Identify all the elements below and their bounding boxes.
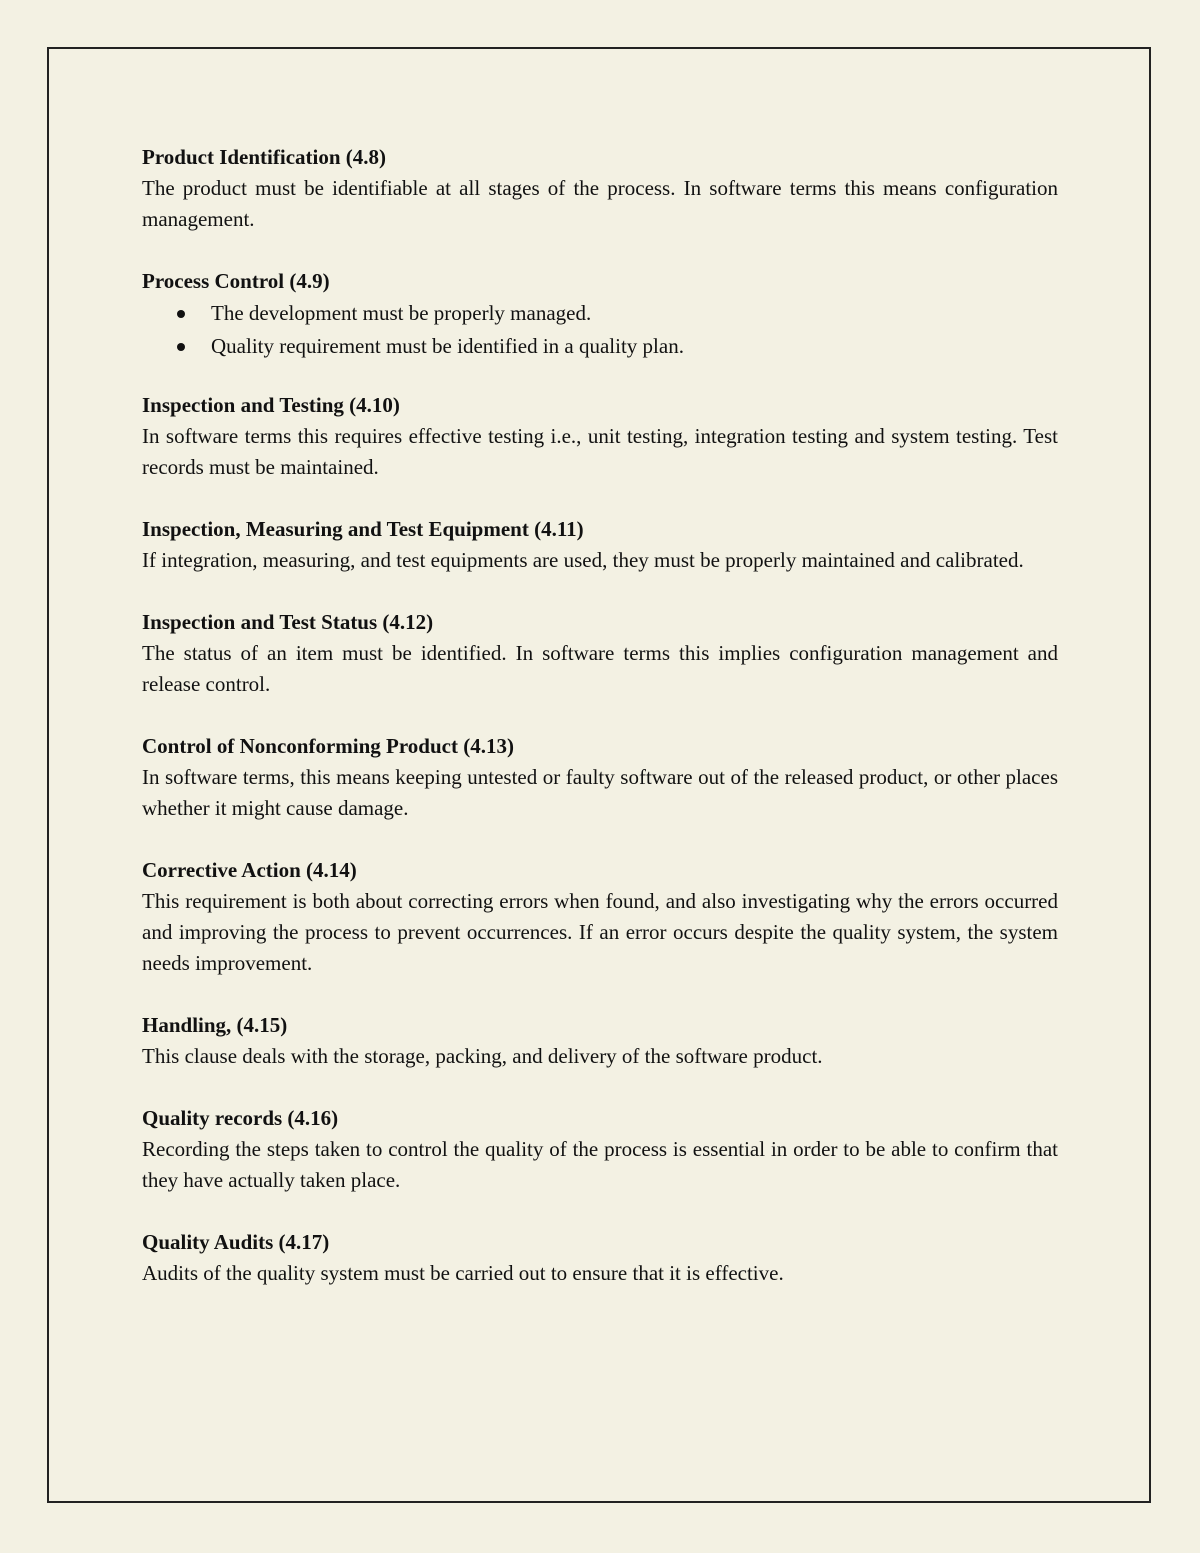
section-inspection-testing — [142, 390, 1058, 483]
section-corrective-action — [142, 855, 1058, 979]
section-quality-audits — [142, 1227, 1058, 1289]
section-nonconforming-product — [142, 731, 1058, 824]
section-product-identification — [142, 142, 1058, 235]
section-paragraph: If integration, measuring, and test equipments are used, they must be properly maintained and calibrated. — [142, 548, 1024, 572]
section-test-status — [142, 607, 1058, 700]
list-item — [142, 297, 1058, 330]
section-heading: Process Control (4.9) — [142, 269, 330, 293]
section-process-control — [142, 266, 1058, 363]
section-heading: Handling, (4.15) — [142, 1013, 288, 1037]
section-handling — [142, 1010, 1058, 1072]
section-paragraph: In software terms this requires effective testing i.e., unit testing, integration testing and system testing. Test records must be maintained. — [142, 424, 1058, 479]
section-heading: Control of Nonconforming Product (4.13) — [142, 734, 514, 758]
list-item-text: Quality requirement must be identified in a quality plan. — [211, 334, 684, 358]
section-paragraph: The status of an item must be identified. In software terms this implies configuration management and release control. — [142, 641, 1058, 696]
section-heading: Quality Audits (4.17) — [142, 1230, 330, 1254]
bullet-icon — [177, 343, 185, 351]
section-heading: Inspection and Testing (4.10) — [142, 393, 400, 417]
list-item — [142, 330, 1058, 363]
section-heading: Inspection, Measuring and Test Equipment (4.11) — [142, 517, 584, 541]
section-quality-records — [142, 1103, 1058, 1196]
list-item-text: The development must be properly managed. — [211, 301, 592, 325]
section-heading: Product Identification (4.8) — [142, 145, 387, 169]
section-paragraph: This requirement is both about correcting errors when found, and also investigating why the errors occurred and improving the process to prevent occurrences. If an error occurs despite the quality system, the system needs improvement. — [142, 889, 1058, 975]
document-body — [142, 142, 1058, 1320]
section-heading: Inspection and Test Status (4.12) — [142, 610, 434, 634]
section-paragraph: Recording the steps taken to control the quality of the process is essential in order to be able to confirm that they have actually taken place. — [142, 1137, 1058, 1192]
section-test-equipment — [142, 514, 1058, 576]
section-paragraph: The product must be identifiable at all stages of the process. In software terms this means configuration management. — [142, 176, 1058, 231]
bullet-list — [142, 297, 1058, 363]
bullet-icon — [177, 310, 185, 318]
section-heading: Quality records (4.16) — [142, 1106, 339, 1130]
section-paragraph: Audits of the quality system must be carried out to ensure that it is effective. — [142, 1261, 784, 1285]
section-heading: Corrective Action (4.14) — [142, 858, 357, 882]
section-paragraph: This clause deals with the storage, packing, and delivery of the software product. — [142, 1044, 823, 1068]
section-paragraph: In software terms, this means keeping untested or faulty software out of the released product, or other places whether it might cause damage. — [142, 765, 1058, 820]
